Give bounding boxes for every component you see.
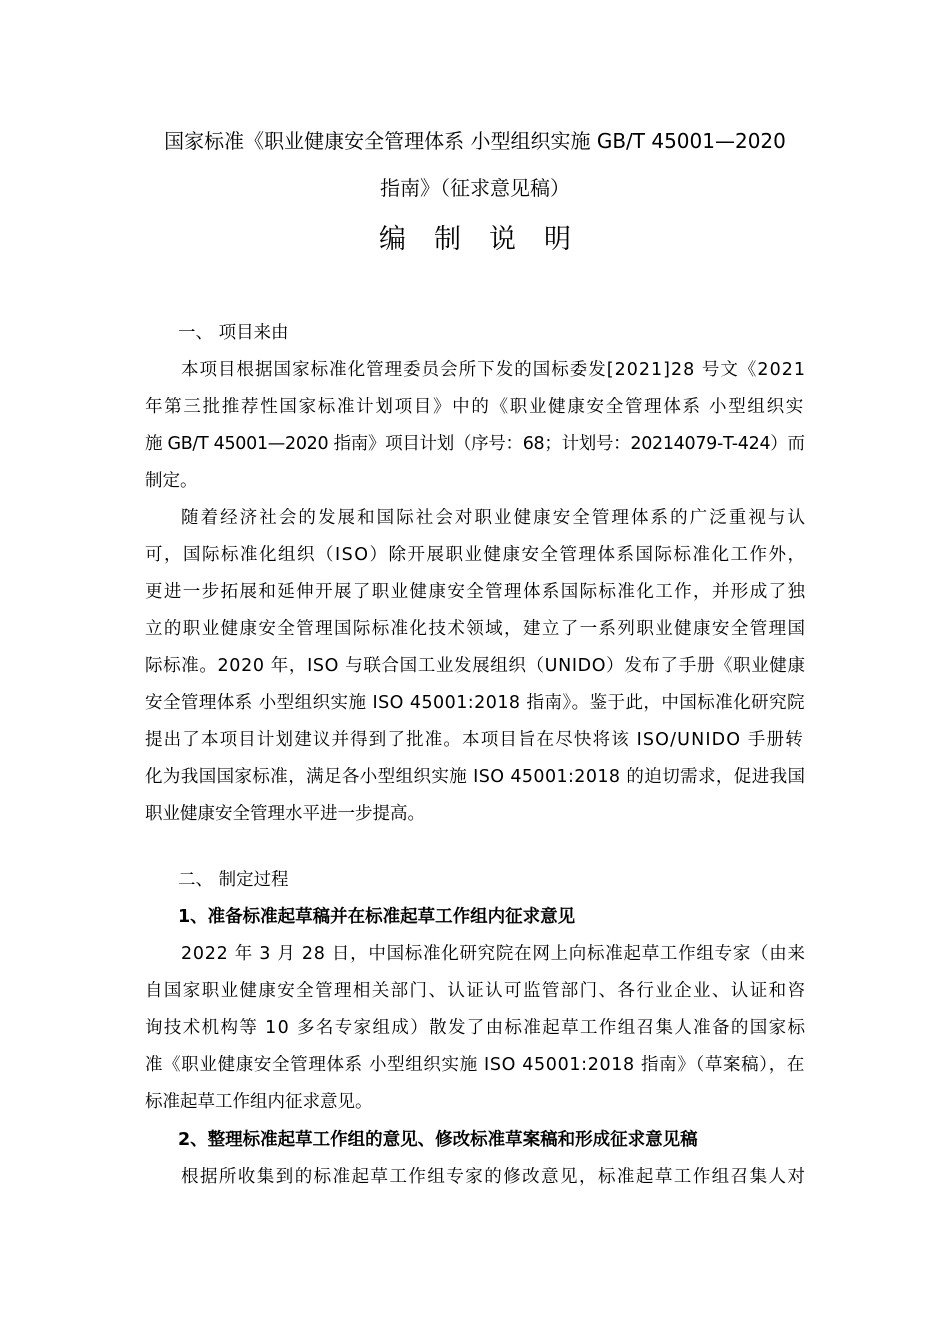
- paragraph-line: 本项目根据国家标准化管理委员会所下发的国标委发[2021]28 号文《2021: [181, 360, 807, 380]
- paragraph-line: 立的职业健康安全管理国际标准化技术领域，建立了一系列职业健康安全管理国: [145, 619, 807, 639]
- subsection-2-heading: 2、整理标准起草工作组的意见、修改标准草案稿和形成征求意见稿: [178, 1130, 698, 1150]
- paragraph-line: 询技术机构等 10 多名专家组成）散发了由标准起草工作组召集人准备的国家标: [145, 1018, 807, 1038]
- paragraph-line: 制定。: [145, 471, 198, 491]
- paragraph-line: 提出了本项目计划建议并得到了批准。本项目旨在尽快将该 ISO/UNIDO 手册转: [145, 730, 804, 750]
- paragraph-line: 更进一步拓展和延伸开展了职业健康安全管理体系国际标准化工作，并形成了独: [145, 582, 807, 602]
- paragraph-line: 职业健康安全管理水平进一步提高。: [145, 804, 425, 824]
- paragraph-line: 施 GB/T 45001—2020 指南》项目计划（序号：68；计划号：20214079-T-424）而: [145, 434, 805, 454]
- paragraph-line: 根据所收集到的标准起草工作组专家的修改意见，标准起草工作组召集人对: [181, 1167, 807, 1187]
- paragraph-line: 2022 年 3 月 28 日，中国标准化研究院在网上向标准起草工作组专家（由来: [181, 944, 806, 964]
- paragraph-line: 随着经济社会的发展和国际社会对职业健康安全管理体系的广泛重视与认: [181, 508, 808, 528]
- section-1-heading: 一、 项目来由: [178, 323, 289, 343]
- paragraph-line: 自国家职业健康安全管理相关部门、认证认可监管部门、各行业企业、认证和咨: [145, 981, 807, 1001]
- doc-title-line-2: 指南》（征求意见稿）: [380, 176, 570, 200]
- paragraph-line: 际标准。2020 年，ISO 与联合国工业发展组织（UNIDO）发布了手册《职业健康: [145, 656, 806, 676]
- section-2-heading: 二、 制定过程: [178, 870, 289, 890]
- paragraph-line: 年第三批推荐性国家标准计划项目》中的《职业健康安全管理体系 小型组织实: [145, 397, 805, 417]
- paragraph-line: 准《职业健康安全管理体系 小型组织实施 ISO 45001:2018 指南》（草案稿），在: [145, 1055, 805, 1075]
- paragraph-line: 化为我国国家标准，满足各小型组织实施 ISO 45001:2018 的迫切需求，促进我国: [145, 767, 806, 787]
- paragraph-line: 安全管理体系 小型组织实施 ISO 45001:2018 指南》。鉴于此，中国标准化研究院: [145, 693, 805, 713]
- paragraph-line: 可，国际标准化组织（ISO）除开展职业健康安全管理体系国际标准化工作外，: [145, 545, 807, 565]
- doc-title-line-1: 国家标准《职业健康安全管理体系 小型组织实施 GB/T 45001—2020: [164, 129, 786, 153]
- subsection-1-heading: 1、准备标准起草稿并在标准起草工作组内征求意见: [178, 907, 576, 927]
- doc-subtitle: 编制说明: [379, 224, 599, 255]
- paragraph-line: 标准起草工作组内征求意见。: [145, 1092, 373, 1112]
